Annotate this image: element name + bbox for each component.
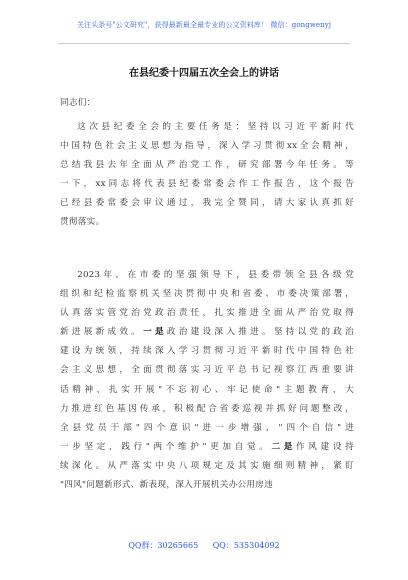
paragraph-line: 力推进红色基因传承，积极配合省委巡视并抓好问题整改， xyxy=(60,403,354,414)
paragraph-line: "四风"问题新形式、新表现，深入开展机关办公用房违 xyxy=(60,480,274,491)
emphasis-marker: 一是 xyxy=(143,327,167,338)
promo-banner: 关注头条号"公文研究"，获得最新最全最专业的公文资料库！ 微信：gongwenyj xyxy=(76,21,332,29)
footer-qq-group: QQ群：30265665 xyxy=(128,541,199,550)
salutation xyxy=(60,94,354,113)
paragraph-line: 这次县纪委全会的主要任务是：坚持以习近平新时代 xyxy=(77,122,354,132)
paragraph-line: 中国特色社会主义思想为指导，深入学习贯彻xx全会精神， xyxy=(60,141,354,152)
banner-divider xyxy=(58,43,350,44)
paragraph-line: 已经县委常委会审议通过，我完全赞同，请大家认真抓好 xyxy=(60,198,354,209)
paragraph-line: 话精神，扎实开展"不忘初心、牢记使命"主题教育，大 xyxy=(60,384,354,395)
paragraph-2 xyxy=(60,266,354,495)
footer-qq: QQ：535304092 xyxy=(212,541,280,550)
document-title: 在县纪委十四届五次全会上的讲话 xyxy=(129,68,279,79)
paragraph-line: 续深化。从严落实中央八项规定及其实施细则精神，紧盯 xyxy=(60,460,354,471)
paragraph-line: 2023年，在市委的坚强领导下，县委带领全县各级党 xyxy=(77,270,354,280)
paragraph-line: 会主义思想，全面贯彻落实习近平总书记视察江西重要讲 xyxy=(60,365,354,376)
paragraph-line: 贯彻落实。 xyxy=(60,217,105,228)
footer-contact xyxy=(0,540,408,551)
paragraph-line: 一步坚定，践行"两个维护"更加自觉。二是作风建设持 xyxy=(60,441,354,452)
paragraph-1 xyxy=(60,118,354,233)
paragraph-line: 建设为统领，持续深入学习贯彻习近平新时代中国特色社 xyxy=(60,346,354,357)
paragraph-line: 总结我县去年全面从严治党工作，研究部署今年任务。等 xyxy=(60,160,354,171)
paragraph-line: 一下，xx同志将代表县纪委常委会作工作报告，这个报告 xyxy=(60,179,354,190)
paragraph-line: 全县党员干部"四个意识"进一步增强，"四个自信"进 xyxy=(60,422,354,433)
salutation-text: 同志们： xyxy=(60,98,96,108)
paragraph-line: 新进展新成效。一是政治建设深入推进。坚持以党的政治 xyxy=(60,327,354,338)
paragraph-line: 组织和纪检监察机关坚决贯彻中央和省委、市委决策部署， xyxy=(60,289,354,300)
paragraph-line: 认真落实管党治党政治责任，扎实推进全面从严治党取得 xyxy=(60,308,354,319)
emphasis-marker: 二是 xyxy=(271,441,297,452)
